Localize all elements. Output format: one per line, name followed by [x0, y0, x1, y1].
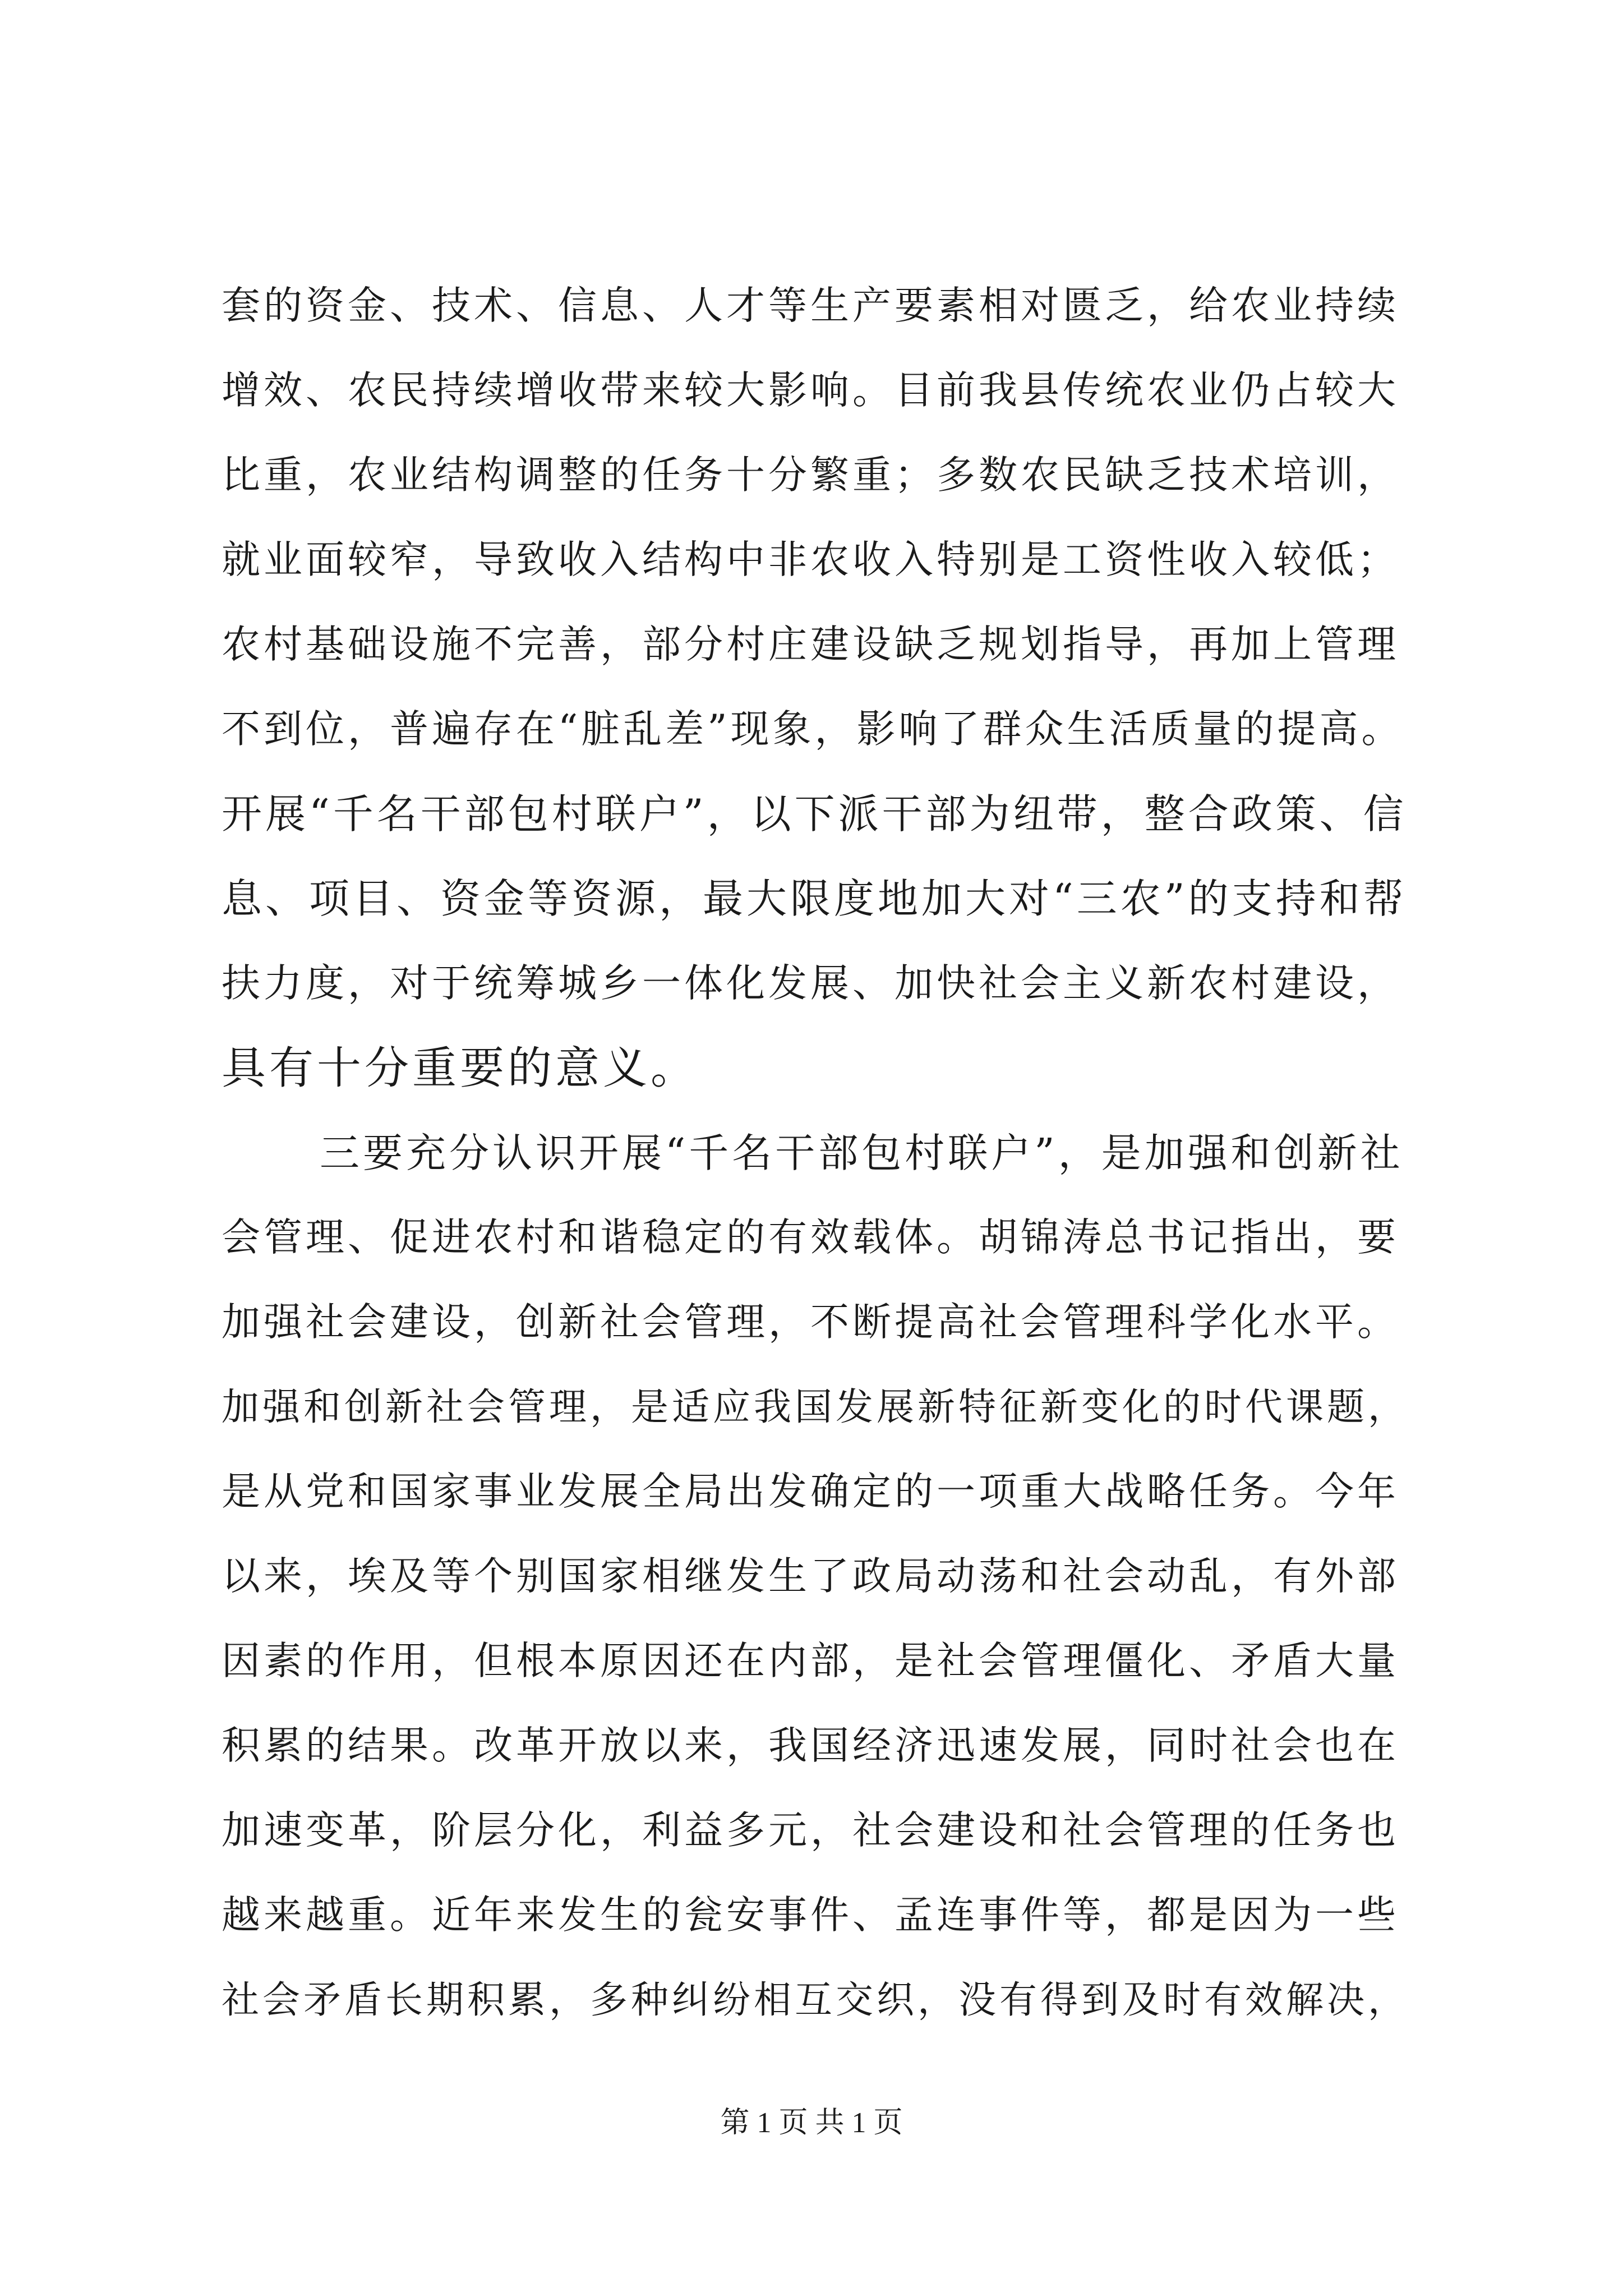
- text-line: 加速变革，阶层分化，利益多元，社会建设和社会管理的任务也: [222, 1808, 1399, 1853]
- text-line: 息、项目、资金等资源，最大限度地加大对“三农”的支持和帮: [222, 875, 1407, 922]
- page-footer: [0, 2104, 1623, 2143]
- text-line: 社会矛盾长期积累，多种纠纷相互交织，没有得到及时有效解决，: [222, 1978, 1409, 2022]
- text-line: 具有十分重要的意义。: [222, 1042, 698, 1094]
- text-line: 增效、农民持续增收带来较大影响。目前我县传统农业仍占较大: [222, 368, 1399, 413]
- text-line: 开展“千名干部包村联户”，以下派干部为纽带，整合政策、信: [222, 790, 1407, 838]
- text-line: 以来，埃及等个别国家相继发生了政局动荡和社会动乱，有外部: [222, 1554, 1399, 1599]
- text-line: 比重，农业结构调整的任务十分繁重；多数农民缺乏技术培训，: [222, 453, 1399, 498]
- text-line: 套的资金、技术、信息、人才等生产要素相对匮乏，给农业持续: [222, 283, 1399, 328]
- body-text: [222, 264, 1410, 2042]
- page-number-label: 第 1 页 共 1 页: [720, 2107, 903, 2139]
- text-line: 就业面较窄，导致收入结构中非农收入特别是工资性收入较低；: [222, 537, 1399, 582]
- text-line: 农村基础设施不完善，部分村庄建设缺乏规划指导，再加上管理: [222, 622, 1399, 667]
- text-line: 因素的作用，但根本原因还在内部，是社会管理僵化、矛盾大量: [222, 1639, 1399, 1683]
- text-line: 会管理、促进农村和谐稳定的有效载体。胡锦涛总书记指出，要: [222, 1215, 1399, 1260]
- text-line: 越来越重。近年来发生的瓮安事件、孟连事件等，都是因为一些: [222, 1893, 1399, 1938]
- text-line: 是从党和国家事业发展全局出发确定的一项重大战略任务。今年: [222, 1469, 1399, 1514]
- paragraph-start-line: 三要充分认识开展“千名干部包村联户”，是加强和创新社: [320, 1130, 1404, 1176]
- text-line: 不到位，普遍存在“脏乱差”现象，影响了群众生活质量的提高。: [222, 707, 1404, 752]
- text-line: 加强和创新社会管理，是适应我国发展新特征新变化的时代课题，: [222, 1385, 1409, 1429]
- text-line: 加强社会建设，创新社会管理，不断提高社会管理科学化水平。: [222, 1300, 1399, 1345]
- text-line: 扶力度，对于统筹城乡一体化发展、加快社会主义新农村建设，: [222, 961, 1399, 1006]
- text-line: 积累的结果。改革开放以来，我国经济迅速发展，同时社会也在: [222, 1723, 1399, 1768]
